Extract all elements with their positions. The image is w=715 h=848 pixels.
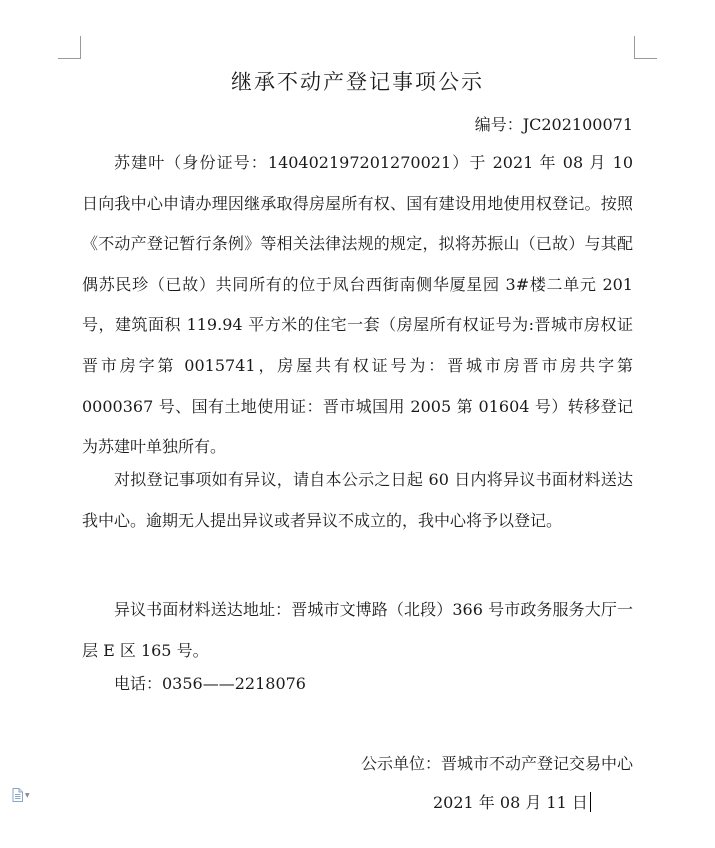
page-corner-mark-top-left xyxy=(58,36,81,59)
body-paragraph-phone: 电话：0356——2218076 xyxy=(114,674,306,693)
chevron-down-icon: ▼ xyxy=(25,791,30,799)
document-number: 编号：JC202100071 xyxy=(474,115,633,134)
signer-line: 公示单位：晋城市不动产登记交易中心 xyxy=(360,754,633,773)
body-paragraph-address: 异议书面材料送达地址：晋城市文博路（北段）366 号市政务服务大厅一层 E 区 165 号。 xyxy=(82,600,633,660)
page-corner-mark-top-right xyxy=(634,36,657,59)
body-paragraph-objection: 对拟登记事项如有异议，请自本公示之日起 60 日内将异议书面材料送达我中心。逾期无人提出异议或者异议不成立的，我中心将予以登记。 xyxy=(82,470,633,530)
date-text: 2021 年 08 月 11 日 xyxy=(433,793,588,812)
paste-options-icon xyxy=(12,788,23,802)
body-paragraph-main: 苏建叶（身份证号：140402197201270021）于 2021 年 08 月 10 日向我中心申请办理因继承取得房屋所有权、国有建设用地使用权登记。按照《不动产登记暂行条例》等相关法律法规的规定，拟将苏振山（已故）与其配偶苏民珍（已故）共同所有的位于凤台西街南侧华厦星园 3#楼二单元 201 号，建筑面积 119.94 平方米的住宅一套（房屋所有权证号为:晋城市房权证晋市房字第 0015741，房屋共有权证号为：晋城市房晋市房共字第 0000367 号、国有土地使用证：晋市城国用 2005 第 01604 号）转移登记为苏建叶单独所有。 xyxy=(82,153,633,457)
date-line xyxy=(433,790,591,816)
document-title: 继承不动产登记事项公示 xyxy=(231,70,484,94)
text-cursor xyxy=(590,792,591,812)
paste-options-button[interactable] xyxy=(12,787,30,803)
